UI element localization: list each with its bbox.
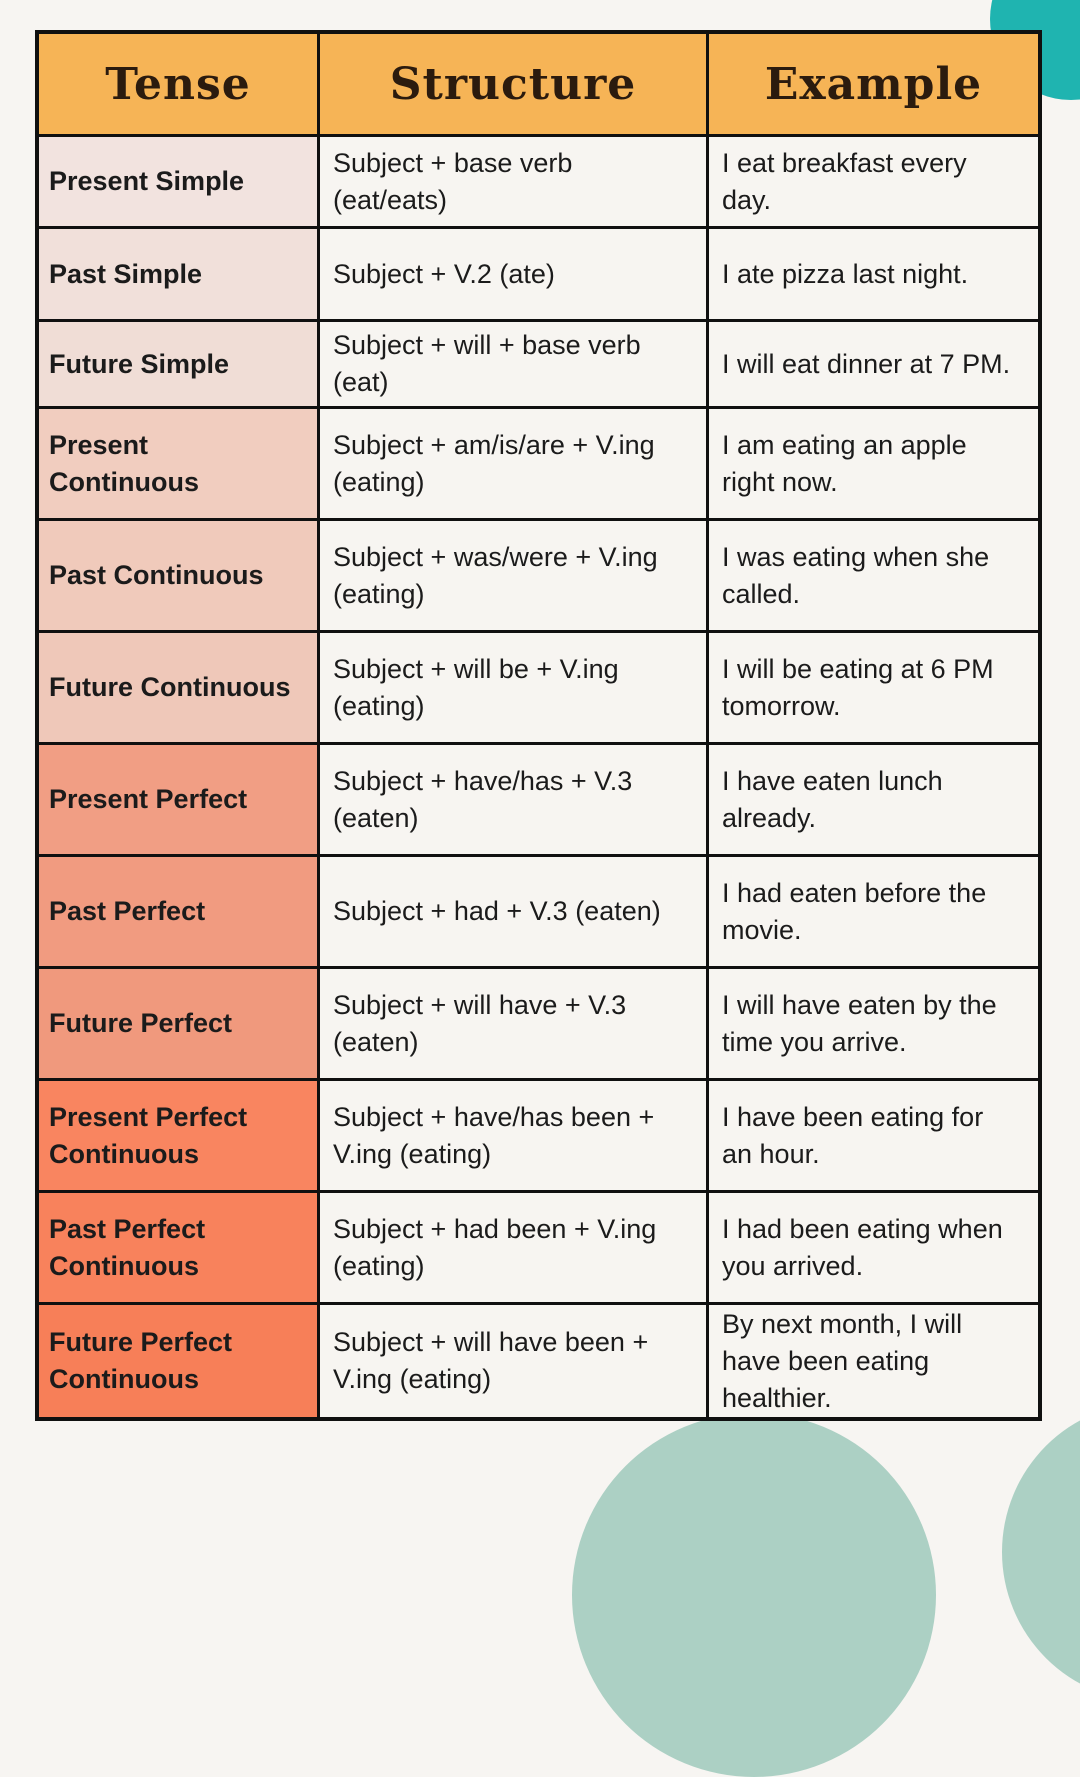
structure-cell: Subject + V.2 (ate)	[320, 229, 709, 322]
structure-cell: Subject + have/has been + V.ing (eating)	[320, 1081, 709, 1193]
example-cell: I will be eating at 6 PM tomorrow.	[709, 633, 1038, 745]
structure-cell: Subject + am/is/are + V.ing (eating)	[320, 409, 709, 521]
structure-cell: Subject + will have been + V.ing (eating)	[320, 1305, 709, 1417]
header-structure: Structure	[320, 34, 709, 137]
example-cell: I have been eating for an hour.	[709, 1081, 1038, 1193]
example-cell: I will eat dinner at 7 PM.	[709, 322, 1038, 409]
tense-name-cell: Past Perfect	[39, 857, 320, 969]
example-cell: I will have eaten by the time you arrive.	[709, 969, 1038, 1081]
sage-corner-decoration	[1002, 1402, 1080, 1702]
tense-name-cell: Past Perfect Continuous	[39, 1193, 320, 1305]
structure-cell: Subject + base verb (eat/eats)	[320, 137, 709, 229]
tense-name-cell: Future Perfect	[39, 969, 320, 1081]
tense-name-cell: Present Continuous	[39, 409, 320, 521]
example-cell: I eat breakfast every day.	[709, 137, 1038, 229]
tense-name-cell: Future Perfect Continuous	[39, 1305, 320, 1417]
structure-cell: Subject + will be + V.ing (eating)	[320, 633, 709, 745]
example-cell: I was eating when she called.	[709, 521, 1038, 633]
sage-circle-decoration	[572, 1413, 936, 1777]
header-tense: Tense	[39, 34, 320, 137]
tense-name-cell: Past Continuous	[39, 521, 320, 633]
structure-cell: Subject + had + V.3 (eaten)	[320, 857, 709, 969]
tense-name-cell: Present Perfect Continuous	[39, 1081, 320, 1193]
example-cell: I ate pizza last night.	[709, 229, 1038, 322]
example-cell: I had been eating when you arrived.	[709, 1193, 1038, 1305]
tense-name-cell: Past Simple	[39, 229, 320, 322]
example-cell: By next month, I will have been eating healthier.	[709, 1305, 1038, 1417]
structure-cell: Subject + will + base verb (eat)	[320, 322, 709, 409]
example-cell: I have eaten lunch already.	[709, 745, 1038, 857]
tense-name-cell: Present Perfect	[39, 745, 320, 857]
tense-name-cell: Present Simple	[39, 137, 320, 229]
structure-cell: Subject + have/has + V.3 (eaten)	[320, 745, 709, 857]
structure-cell: Subject + will have + V.3 (eaten)	[320, 969, 709, 1081]
example-cell: I am eating an apple right now.	[709, 409, 1038, 521]
tense-name-cell: Future Continuous	[39, 633, 320, 745]
example-cell: I had eaten before the movie.	[709, 857, 1038, 969]
structure-cell: Subject + had been + V.ing (eating)	[320, 1193, 709, 1305]
structure-cell: Subject + was/were + V.ing (eating)	[320, 521, 709, 633]
tense-name-cell: Future Simple	[39, 322, 320, 409]
tense-table	[35, 30, 1042, 1421]
header-example: Example	[709, 34, 1038, 137]
